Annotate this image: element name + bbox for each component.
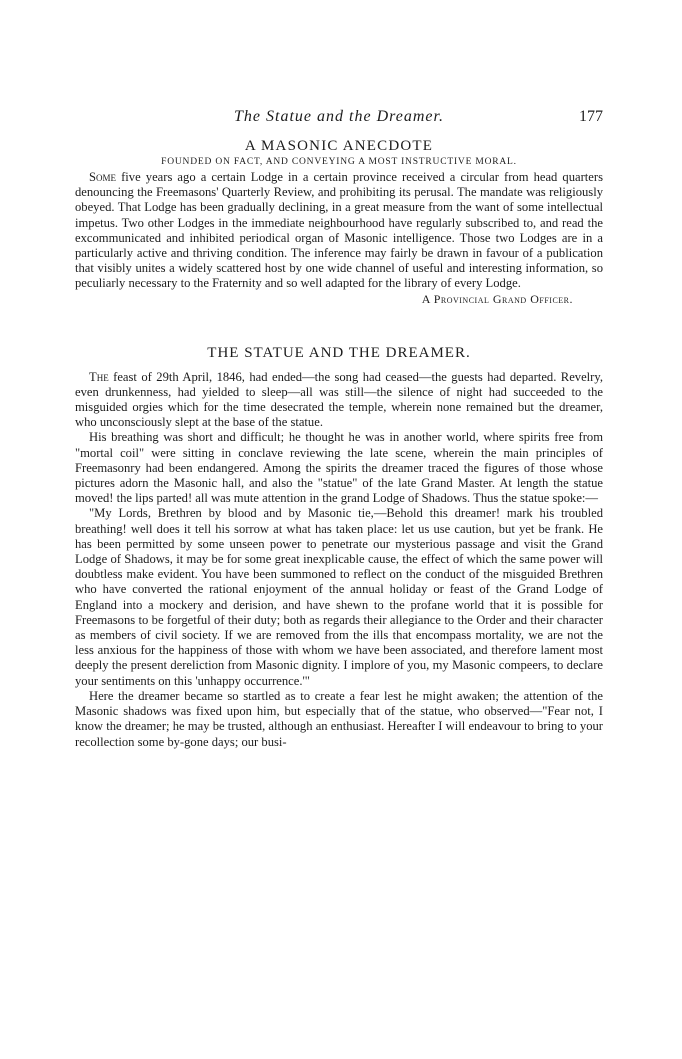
running-head [75,108,603,134]
anecdote-paragraph [75,170,603,292]
anecdote-signature: A Provincial Grand Officer. [421,291,573,306]
book-page [75,108,603,750]
article-paragraph [75,689,603,750]
paragraph-lead: The [89,369,109,384]
paragraph-text: His breathing was short and difficult; he thought he was in another world, where spirits free from "mortal coil" were sitting in conclave reviewing the late scene, wherein the main principles of Freemasonry had been endangered. Among the spirits the dreamer traced the figures of those whose pictures adorn the Masonic hall, and also the "statue" of the late Grand Master. At length the statue moved! the lips parted! all was mute attention in the grand Lodge of Shadows. Thus the statue spoke:— [75,430,603,506]
page-number: 177 [579,108,603,125]
paragraph-lead: Some [89,170,117,184]
article-title: THE STATUE AND THE DREAMER. [207,344,471,361]
paragraph-text: five years ago a certain Lodge in a certain province received a circular from head quarters denouncing the Freemasons' Quarterly Review, and prohibiting its perusal. The mandate was religiously obeyed. That Lodge has been gradually declining, in a great measure from the want of some intellectual impetus. Two other Lodges in the immediate neighbourhood have regularly subscribed to, and read the excommunicated and inhibited periodical organ of Masonic intelligence. Those two Lodges are in a particularly active and thriving condition. The inference may fairly be drawn in favour of a publication that visibly unites a widely scattered host by one wide channel of useful and interesting information, so peculiarly necessary to the Fraternity and so well adapted for the library of every Lodge. [75,170,603,291]
article-paragraph [75,430,603,506]
article-paragraph [75,370,603,431]
anecdote-section [75,138,603,307]
paragraph-text: feast of 29th April, 1846, had ended—the song had ceased—the guests had departed. Revelry, even drunkenness, had yielded to sleep—all was still—the silence of night had succeeded to the misguided orgies which for the time desecrated the temple, wherein none remained but the dreamer, who unconsciously slept at the base of the statue. [75,369,603,430]
paragraph-text: "My Lords, Brethren by blood and by Masonic tie,—Behold this dreamer! mark his troubled breathing! well does it tell his sorrow at what has taken place: let us use caution, but yet be frank. He has been permitted by some unseen power to penetrate our mysterious passage and visit the Grand Lodge of Shadows, it may be for some great inexplicable cause, the effect of which the same power will doubtless make evident. You have been summoned to reflect on the conduct of the misguided Brethren who have converted the rational enjoyment of the annual holiday or feast of the Grand Lodge of England into a mockery and derision, and have shewn to the profane world that it is possible for Freemasons to be forgetful of their duty; both as regards their allegiance to the Order and their character as members of civil society. If we are removed from the ills that encompass mortality, we are not the less anxious for the happiness of those with whom we have been associated, and therefore lament most deeply the present dereliction from Masonic dignity. I implore of you, my Masonic compeers, to declare your sentiments on this 'unhappy occurrence.'" [75,506,603,688]
anecdote-title: A MASONIC ANECDOTE [244,138,434,154]
anecdote-subtitle: FOUNDED ON FACT, AND CONVEYING A MOST INSTRUCTIVE MORAL. [161,157,517,167]
paragraph-text: Here the dreamer became so startled as to create a fear lest he might awaken; the attention of the Masonic shadows was fixed upon him, but especially that of the statue, who observed—"Fear not, I know the dreamer; he may be trusted, although an enthusiast. Hereafter I will endeavour to bring to your recollection some by-gone days; our busi- [75,688,603,749]
article-paragraph [75,506,603,688]
running-title: The Statue and the Dreamer. [234,108,444,125]
article-section [75,345,603,750]
